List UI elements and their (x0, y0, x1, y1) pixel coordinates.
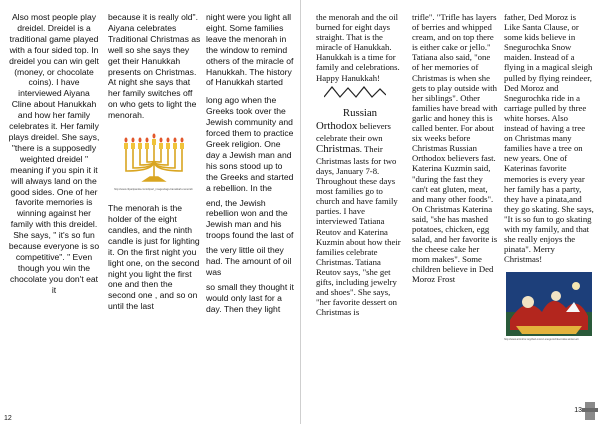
christmas-paragraph-rest: . Their Christmas lasts for two days, January 7-8. Throughout these days most families go to church and have family parties. I have interviewed Tatiana Reutov and Katerina Kuzmin about how their families celebrate Christmas. Tatiana Reutov says, "she get gifts, including jewelry and shoes". She says, "her favorite dessert on Christmas is (316, 143, 401, 318)
dreidel-paragraph: Also most people play dreidel. Dreidel is a traditional game played with a four sided top. In dreidel you can win gelt (money, or chocolate coins). I have interviewed Aiyana Cline about Hanukkah and how her family celebrates it. Her family plays dreidel. She says, "there is a supposedly weighted dreidel " meaning if you spin it it will always land on the good sides. One of her favorite memories is winning against her family with this dreidel. She says, " it's so fun because everyone is so competitive". " Even though you win the chocolate you don't eat it (8, 12, 100, 295)
left-column-3 (206, 12, 296, 315)
orthodox-word: Orthodox (316, 119, 358, 132)
history-paragraph-a: night were you light all eight. Some families leave the menorah in the window to remind others of the miracle of Hanukkah. The history of Hanukkah started (206, 12, 294, 88)
page-number-left: 12 (4, 415, 12, 422)
christmas-paragraph (316, 143, 404, 318)
menorah-paragraph: The menorah is the holder of the eight candles, and the ninth candle is just for lighting it. On the first night you light one, on the second night you light the first one and then the second one , and so on until the last (108, 203, 200, 312)
history-paragraph-e: so small they thought it would only last for a day. Then they light (206, 281, 294, 314)
history-paragraph-b: long ago when the Greeks took over the Jewish community and forced them to practice Greek religion. One day a Jewish man and his sons stood up to the Greeks and started a rebellion. In the (206, 95, 294, 193)
menorah-image (114, 131, 194, 189)
history-paragraph-c: end, the Jewish rebellion won and the Jewish man and his troops found the last of (206, 197, 294, 241)
left-column-1 (8, 12, 100, 296)
right-page (300, 0, 600, 424)
christmas-word: Christmas (316, 142, 360, 155)
russian-heading: Russian (342, 106, 378, 119)
ded-moroz-paragraph: father, Ded Moroz is Like Santa Clause, or some kids believe in Snegurochka Snow maiden. Instead of a flying in a magical sleigh pulled by flying reindeer, Ded Moroz and Snegurochka ride in a carriage pulled by three white horses. Also instead of having a tree on Christmas many families have a tree on new years. One of Katerinas favorite memories is every year her family has a party, they have a pinata,and they go skating. She says, "It is so fun to go skating with my family, and that she really enjoys the pinata". Merry Christmas! (504, 12, 594, 265)
aiyana-paragraph: because it is really old". Aiyana celebrates Traditional Christmas as well so she says they get their Hanukkah presents on Christmas. At night she says that her family switches off on who gets to light the menorah. (108, 12, 201, 121)
russian-troika-painting (506, 272, 592, 336)
left-page (0, 0, 300, 424)
orthodox-intro (316, 120, 404, 143)
right-column-1 (316, 12, 404, 317)
orthodox-intro-rest: believers celebrate their own (316, 120, 391, 143)
history-paragraph-d: the very little oil they had. The amount of oil was (206, 245, 292, 277)
right-column-3 (504, 12, 594, 341)
hanukkah-conclusion: the menorah and the oil burned for eight days straight. That is the miracle of Hanukkah. Hanukkah is a time for family and celebrations. Happy Hanukkah! (316, 12, 400, 83)
page-number-right: 13 (574, 407, 582, 414)
trifle-paragraph: trifle". "Trifle has layers of berries and whipped cream, and on top there is either cake or jello." Tatiana also said, "one of her memories of Christmas is when she gets to play outside with her siblings". Other families have bread with garlic and honey this is called benter. For about six weeks before Christmas Russian Orthodox believers fast. Katerina Kuzmin said, "during the fast they can't eat gluten, meat, and many other foods". On Christmas Katerina said, "she has mashed potatoes, chicken, egg salad, and her favorite is the cheese cake her mom makes". Some children believe in Ded Moroz Frost (412, 12, 498, 285)
painting-credit[interactable]: http://www.artmirror.org/ded-moroz-snegurochka-troika-winter-art (504, 338, 579, 342)
left-column-2 (108, 12, 202, 312)
right-column-2 (412, 12, 498, 285)
zigzag-mountain-icon (324, 85, 404, 101)
corner-tab-icon (582, 400, 598, 422)
menorah-image-credit[interactable]: http://www.clipartpanda.com/clipart_images/tags-hanukkah-menorah (114, 187, 193, 191)
